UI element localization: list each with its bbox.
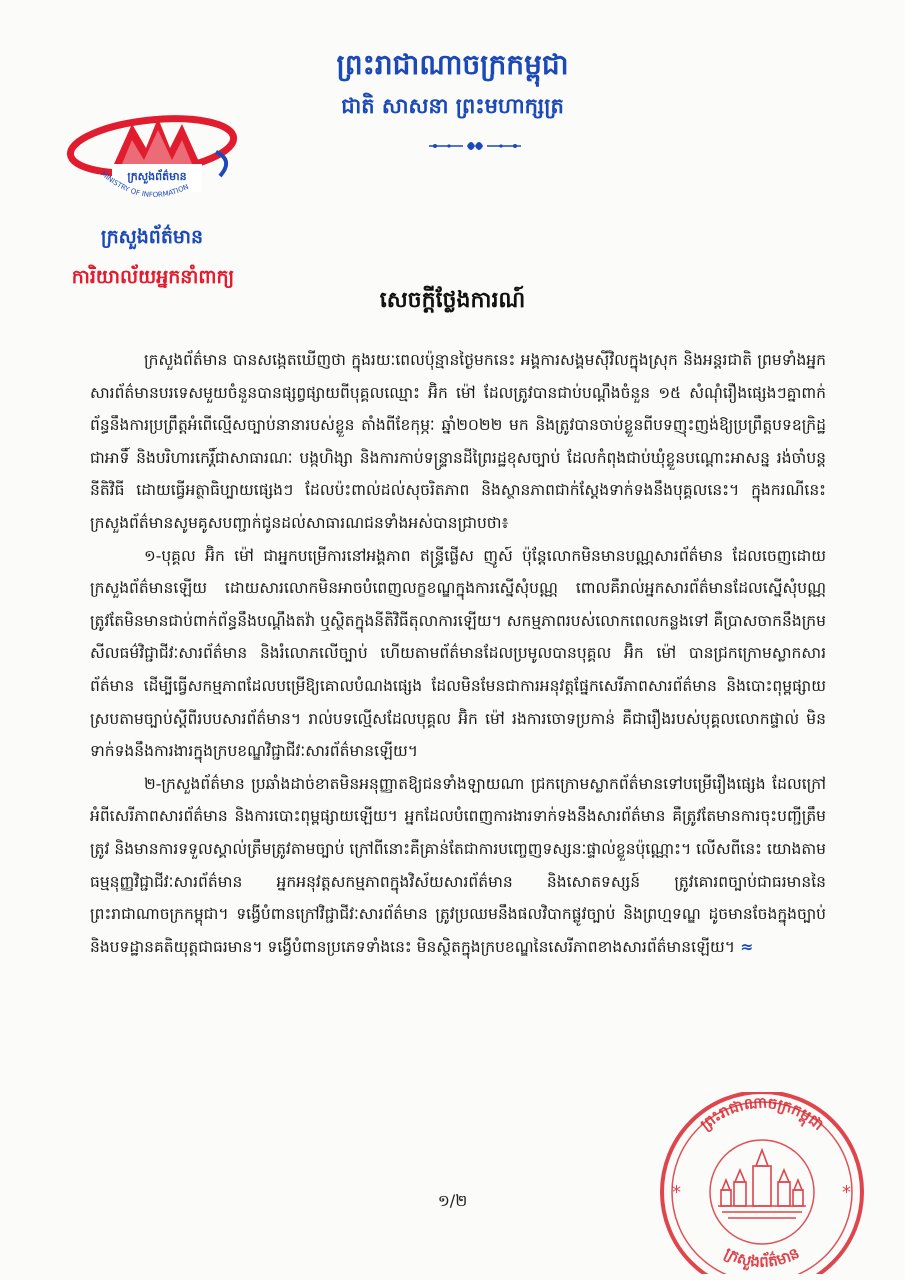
seal-top-text: [697, 1093, 827, 1133]
paragraph-intro: ក្រសួងព័ត៌មាន បានសង្កេតឃើញថា ក្នុងរយៈពេលប៉ុន្មានថ្ងៃមកនេះ អង្គការសង្គមស៊ីវិលក្នុងស្រុក និងអន្តរជាតិ ព្រមទាំងអ្នកសារព័ត៌មានបរទេសមួយចំនួនបានផ្សព្វផ្សាយពីបុគ្គលឈ្មោះ អ៊ិក ម៉ៅ ដែលត្រូវបានជាប់បណ្តឹងចំនួន ១៥ សំណុំរឿងផ្សេងៗគ្នាពាក់ព័ន្ធនឹងការប្រព្រឹត្តអំពើល្មើសច្បាប់នានារបស់ខ្លួន តាំងពីខែកុម្ភៈ ឆ្នាំ២០២២ មក និងត្រូវបានចាប់ខ្លួនពីបទញុះញង់ឱ្យប្រព្រឹត្តបទឧក្រិដ្ឋជាអាទិ៍ និងបរិហារកេរ្តិ៍ជាសាធារណៈ បង្កហិង្សា និងការកាប់ទន្រ្ទានដីព្រៃរដ្ឋខុសច្បាប់ ដែលកំពុងជាប់ឃុំខ្លួនបណ្តោះអាសន្ន រង់ចាំបន្តនីតិវិធី ដោយធ្វើអត្ថាធិប្បាយផ្សេងៗ ដែលប៉ះពាល់ដល់សុចរិតភាព និងស្ថានភាពជាក់ស្តែងទាក់ទងនឹងបុគ្គលនេះ។ ក្នុងករណីនេះ ក្រសួងព័ត៌មានសូមគូសបញ្ជាក់ជូនដល់សាធារណជនទាំងអស់បានជ្រាបថា៖: [90, 351, 826, 532]
page-number: ១/២: [437, 1191, 468, 1210]
svg-text:*: *: [842, 1182, 851, 1203]
spokesperson-office-name: ការិយាល័យអ្នកនាំពាក្យ: [71, 266, 235, 288]
ministry-logo: [66, 100, 238, 224]
angkor-temple-icon: [718, 1150, 806, 1218]
official-seal: [652, 1092, 870, 1274]
document-title: សេចក្ដីថ្លែងការណ៍: [379, 288, 526, 313]
paragraph-point-2-text: ២-ក្រសួងព័ត៌មាន ប្រឆាំងដាច់ខាតមិនអនុញ្ញាតឱ្យជនទាំងឡាយណា ជ្រកក្រោមស្លាកព័ត៌មានទៅបម្រើរឿងផ្សេង ដែលក្រៅអំពីសេរីភាពសារព័ត៌មាន និងការបោះពុម្ពផ្សាយឡើយ។ អ្នកដែលបំពេញការងារទាក់ទងនឹងសារព័ត៌មាន គឺត្រូវតែមានការចុះបញ្ជីត្រឹមត្រូវ និងមានការទទួលស្គាល់ត្រឹមត្រូវតាមច្បាប់ ក្រៅពីនោះគឺគ្រាន់តែជាការបញ្ចេញទស្សនៈផ្ទាល់ខ្លួនប៉ុណ្ណោះ។ លើសពីនេះ យោងតាមធម្មនុញ្ញវិជ្ជាជីវៈសារព័ត៌មាន អ្នកអនុវត្តសកម្មភាពក្នុងវិស័យសារព័ត៌មាន និងសោតទស្សន៍ ត្រូវគោរពច្បាប់ជាធរមាននៃព្រះរាជាណាចក្រកម្ពុជា។ ទង្វើបំពានក្រៅវិជ្ជាជីវៈសារព័ត៌មាន ត្រូវប្រឈមនឹងផលវិបាកផ្លូវច្បាប់ និងព្រហ្មទណ្ឌ ដូចមានចែងក្នុងច្បាប់និងបទដ្ឋានគតិយុត្តជាធរមាន។ ទង្វើបំពានប្រភេទទាំងនេះ មិនស្ថិតក្នុងក្របខណ្ឌនៃសេរីភាពខាងសារព័ត៌មានឡើយ។: [90, 774, 826, 956]
paragraph-point-2: [90, 768, 826, 964]
seal-top-text-path: ព្រះរាជាណាចក្រកម្ពុជា: [696, 1093, 828, 1134]
initial-scribble-icon: ≈: [735, 937, 754, 956]
national-motto: ជាតិ សាសនា ព្រះមហាក្សត្រ: [341, 94, 564, 118]
kingdom-header: ព្រះរាជាណាចក្រកម្ពុជា: [336, 48, 569, 81]
logo-small-label: ក្រសួងព័ត៌មាន: [127, 170, 187, 183]
svg-text:*: *: [672, 1182, 681, 1203]
seal-bottom-text: [722, 1244, 803, 1272]
statement-body: [90, 344, 826, 963]
seal-bottom-text-path: ក្រសួងព័ត៌មាន: [721, 1243, 803, 1271]
logo-arc-text-path: MINISTRY OF INFORMATION: [99, 169, 190, 200]
ornament-divider-icon: [425, 136, 525, 156]
ministry-name: ក្រសួងព័ត៌មាន: [100, 226, 204, 248]
paragraph-point-1: ១-បុគ្គល អ៊ិក ម៉ៅ ជាអ្នកបម្រើការនៅអង្គភាព ឥន្ទ្រីផ្លើស ញូស៍ ប៉ុន្តែលោកមិនមានបណ្ណសារព័ត៌មាន ដែលចេញដោយក្រសួងព័ត៌មានឡើយ ដោយសារលោកមិនអាចបំពេញលក្ខខណ្ឌក្នុងការស្នើសុំបណ្ណ ពោលគឺរាល់អ្នកសារព័ត៌មានដែលស្នើសុំបណ្ណ ត្រូវតែមិនមានជាប់ពាក់ព័ន្ធនឹងបណ្តឹងតវ៉ា ឬស្ថិតក្នុងនីតិវិធីតុលាការឡើយ។ សកម្មភាពរបស់លោកពេលកន្លងទៅ គឺប្រាសចាកនឹងក្រមសីលធម៌វិជ្ជាជីវៈសារព័ត៌មាន និងរំលោភលើច្បាប់ ហើយតាមព័ត៌មានដែលប្រមូលបានបុគ្គល អ៊ិក ម៉ៅ បានជ្រកក្រោមស្លាកសារព័ត៌មាន ដើម្បីធ្វើសកម្មភាពដែលបម្រើឱ្យគោលបំណងផ្សេង ដែលមិនមែនជាការអនុវត្តផ្នែកសេរីភាពសារព័ត៌មាន និងបោះពុម្ពផ្សាយស្របតាមច្បាប់ស្តីពីរបបសារព័ត៌មាន។ រាល់បទល្មើសដែលបុគ្គល អ៊ិក ម៉ៅ រងការចោទប្រកាន់ គឺជារឿងរបស់បុគ្គលលោកផ្ទាល់ មិនទាក់ទងនឹងការងារក្នុងក្របខណ្ឌវិជ្ជាជីវៈសារព័ត៌មានឡើយ។: [90, 546, 826, 761]
